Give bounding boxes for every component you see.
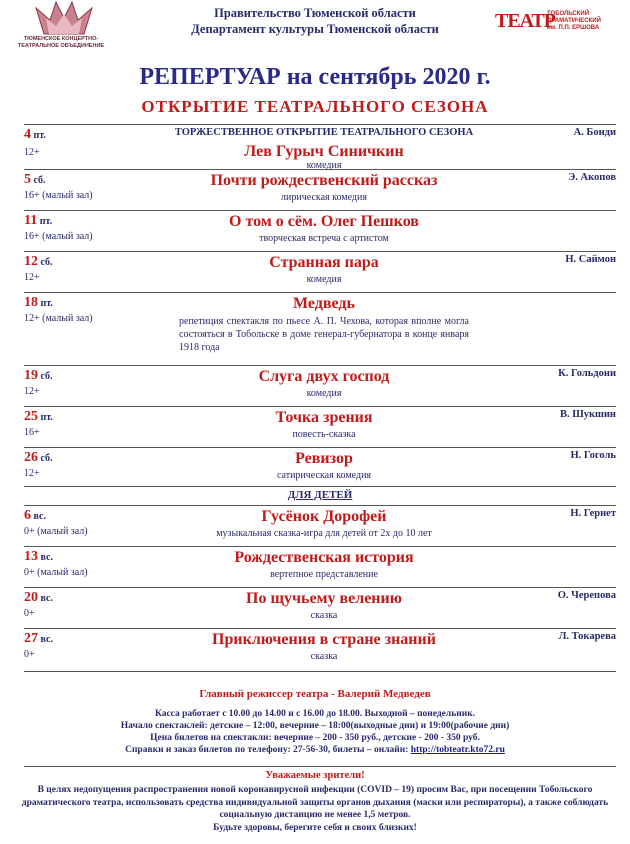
tickets-link[interactable]: http://tobteatr.kto72.ru: [410, 745, 505, 755]
age-rating: 16+ (малый зал): [24, 190, 93, 201]
author: Н. Гоголь: [570, 450, 616, 461]
page-subtitle: ОТКРЫТИЕ ТЕАТРАЛЬНОГО СЕЗОНА: [141, 97, 489, 116]
crown-logo-icon: [14, 0, 114, 60]
table-row: [24, 587, 616, 628]
date: 25 пт.: [24, 409, 53, 424]
gov-line-2: Департамент культуры Тюменской области: [191, 22, 439, 36]
age-rating: 12+: [24, 386, 40, 397]
table-row: [24, 546, 616, 587]
table-row: [24, 365, 616, 406]
age-rating: 0+: [24, 608, 35, 619]
author: А. Бонди: [573, 127, 616, 138]
date: 18 пт.: [24, 295, 53, 310]
author: Л. Токарева: [558, 631, 616, 642]
contact-text: Справки и заказ билетов по телефону: 27-56-30, билеты – онлайн:: [125, 745, 409, 755]
table-row: [24, 251, 616, 292]
covid-warning: В целях недопущения распространения новой коронавирусной инфекции (COVID – 19) просим Вас, при посещении Тобольского драматического театра, использовать средства индивидуальной защиты органов дыхания (маски или респираторы), а также соблюдать социальную дистанцию не менее 1,5 метров.: [21, 785, 609, 820]
author: О. Черепова: [557, 590, 616, 601]
warning-title: Уважаемые зрители!: [265, 770, 365, 781]
date: 20 вс.: [24, 590, 53, 605]
page-title: РЕПЕРТУАР на сентябрь 2020 г.: [139, 64, 491, 90]
genre: музыкальная сказка-игра для детей от 2х до 10 лет: [216, 528, 432, 539]
contact-line: [0, 744, 630, 757]
age-rating: 16+: [24, 427, 40, 438]
date: 13 вс.: [24, 549, 53, 564]
play-title: Медведь: [293, 295, 355, 312]
age-rating: 0+: [24, 649, 35, 660]
date: 6 вс.: [24, 508, 46, 523]
table-row: [24, 169, 616, 210]
age-rating: 0+ (малый зал): [24, 526, 88, 537]
gov-line-1: Правительство Тюменской области: [214, 6, 416, 20]
play-title: Слуга двух господ: [258, 368, 390, 385]
show-times: Начало спектаклей: детские – 12:00, вечерние – 18:00(выходные дни) и 19:00(рабочие дни): [120, 721, 510, 731]
date: 26 сб.: [24, 450, 53, 465]
play-title: Лев Гурыч Синичкин: [244, 143, 404, 160]
age-rating: 12+: [24, 147, 40, 158]
age-rating: 12+ (малый зал): [24, 313, 93, 324]
theatre-logo-small: ТОБОЛЬСКИЙ ДРАМАТИЧЕСКИЙ им. П.П. ЕРШОВА: [547, 11, 601, 31]
play-title: Почти рождественский рассказ: [210, 172, 438, 189]
logo-text: ТЮМЕНСКОЕ КОНЦЕРТНО-ТЕАТРАЛЬНОЕ ОБЪЕДИНЕНИЕ: [17, 36, 105, 49]
table-row: [24, 292, 616, 365]
genre: комедия: [306, 274, 342, 285]
table-row: [24, 628, 616, 672]
genre: комедия: [306, 388, 342, 399]
description: репетиция спектакля по пьесе А. П. Чехова, которая вполне могла состояться в Тобольске в доме генерал-губернатора в конце января 1918 года: [179, 316, 469, 353]
author: Э. Акопов: [568, 172, 616, 183]
theatre-logo-big: ТЕАТР: [495, 10, 555, 32]
author: Н. Гернет: [570, 508, 616, 519]
date: 12 сб.: [24, 254, 53, 269]
table-row: [24, 210, 616, 251]
age-rating: 12+: [24, 272, 40, 283]
play-title: По щучьему велению: [246, 590, 402, 607]
date: 27 вс.: [24, 631, 53, 646]
director-line: Главный режиссер театра - Валерий Медведев: [199, 688, 431, 700]
ticket-prices: Цена билетов на спектакли: вечерние – 200 - 350 руб., детские - 200 - 350 руб.: [150, 733, 480, 743]
age-rating: 16+ (малый зал): [24, 231, 93, 242]
table-row: [24, 447, 616, 486]
genre: повесть-сказка: [292, 429, 356, 440]
warning-closing: Будьте здоровы, берегите себя и своих близких!: [213, 823, 417, 833]
genre: комедия: [306, 160, 342, 171]
date: 4 пт.: [24, 127, 46, 142]
event-header: ТОРЖЕСТВЕННОЕ ОТКРЫТИЕ ТЕАТРАЛЬНОГО СЕЗОНА: [174, 127, 474, 138]
play-title: Странная пара: [269, 254, 379, 271]
date: 11 пт.: [24, 213, 53, 228]
box-office-hours: Касса работает с 10.00 до 14.00 и с 16.00 до 18.00. Выходной – понедельник.: [154, 709, 476, 719]
government-header: [150, 5, 480, 37]
author: Н. Саймон: [565, 254, 616, 265]
divider: [24, 766, 616, 767]
genre: лирическая комедия: [281, 192, 367, 203]
genre: сказка: [310, 651, 338, 662]
play-title: О том о сём. Олег Пешков: [229, 213, 419, 230]
genre: сказка: [310, 610, 338, 621]
play-title: Рождественская история: [234, 549, 414, 566]
play-title: Гусёнок Дорофей: [261, 508, 387, 525]
age-rating: 12+: [24, 468, 40, 479]
genre: вертепное представление: [270, 569, 378, 580]
theatre-logo: [495, 8, 607, 40]
play-title: Точка зрения: [275, 409, 373, 426]
play-title: Приключения в стране знаний: [212, 631, 436, 648]
author: К. Гольдони: [558, 368, 616, 379]
genre: сатирическая комедия: [276, 470, 372, 481]
author: В. Шукшин: [559, 409, 616, 420]
kids-section-heading: ДЛЯ ДЕТЕЙ: [24, 486, 616, 505]
age-rating: 0+ (малый зал): [24, 567, 88, 578]
date: 19 сб.: [24, 368, 53, 383]
table-row: [24, 505, 616, 546]
play-title: Ревизор: [295, 450, 353, 467]
repertoire-table: [24, 124, 616, 672]
genre: творческая встреча с артистом: [259, 233, 389, 244]
table-row: [24, 406, 616, 447]
date: 5 сб.: [24, 172, 46, 187]
table-row: [24, 124, 616, 169]
